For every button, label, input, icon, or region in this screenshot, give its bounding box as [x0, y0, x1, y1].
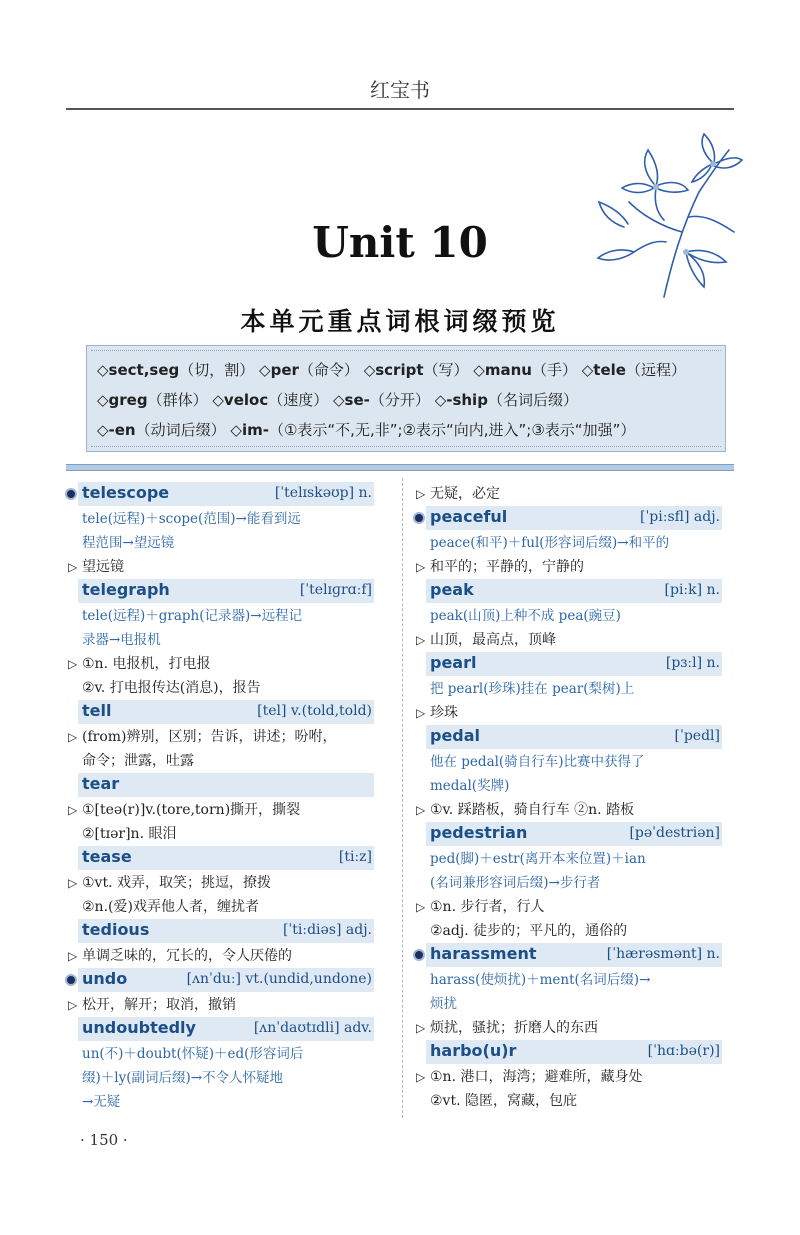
headword: pearl [430, 653, 477, 672]
meaning-line [68, 871, 374, 895]
meaning-line [416, 701, 722, 725]
meaning-text: ①vt. 戏弄，取笑；挑逗，撩拨 [82, 875, 271, 891]
entry-header [78, 919, 374, 943]
meaning-line [416, 628, 722, 652]
headword: undoubtedly [82, 1018, 196, 1037]
entry-header [78, 968, 374, 992]
meaning-line [68, 822, 374, 846]
star-bullet-icon [65, 974, 77, 986]
etymology-line: tele(远程)＋graph(记录器)→远程记 [82, 608, 303, 624]
triangle-right-icon: ▷ [68, 730, 78, 744]
entry-header [78, 846, 374, 870]
entry-header [426, 725, 722, 749]
headword: tear [82, 774, 120, 793]
meaning-text: ②n.(爱)戏弄他人者，缠扰者 [82, 899, 259, 915]
meaning-line [416, 1065, 722, 1089]
meaning-line [68, 895, 374, 919]
meaning-text: 单调乏味的，冗长的，令人厌倦的 [82, 948, 292, 964]
etymology-line: ped(脚)＋estr(离开本来位置)＋ian [430, 851, 646, 867]
entry-header [426, 943, 722, 967]
unit-subtitle: 本单元重点词根词缀预览 [240, 307, 560, 336]
entry-header [78, 1017, 374, 1041]
pronunciation: [ˈhɑːbə(r)] [647, 1043, 720, 1059]
meaning-text: ②adj. 徒步的；平凡的，通俗的 [430, 923, 628, 939]
pronunciation: [ˈhærəsmənt] n. [606, 946, 720, 962]
meaning-line [68, 993, 374, 1017]
meaning-text: (from)辨别，区别；告诉，讲述；吩咐， [82, 729, 337, 745]
etymology-line: (名词兼形容词后缀)→步行者 [430, 875, 601, 891]
meaning-line [416, 895, 722, 919]
meaning-text: ①n. 步行者，行人 [430, 899, 545, 915]
meaning-text: 珍珠 [430, 705, 458, 721]
etymology-line: harass(使烦扰)＋ment(名词后缀)→ [430, 972, 651, 988]
headword: peak [430, 580, 474, 599]
headword: tease [82, 847, 132, 866]
running-head: 红宝书 [370, 78, 430, 102]
meaning-line [68, 676, 374, 700]
meaning-line [416, 798, 722, 822]
preview-line-1 [97, 355, 715, 385]
preview-root: ◇se- [333, 391, 370, 409]
pronunciation: [ʌnˈdaʊtɪdli] adv. [253, 1020, 372, 1036]
right-column [416, 482, 722, 1113]
triangle-right-icon: ▷ [68, 560, 78, 574]
meaning-line [416, 1089, 722, 1113]
meaning-text: ①[teə(r)]v.(tore,torn)撕开，撕裂 [82, 802, 301, 818]
meaning-line [68, 652, 374, 676]
pronunciation: [pɜːl] n. [665, 655, 720, 671]
preview-gloss: （分开） [369, 391, 430, 409]
unit-title: Unit 10 [312, 218, 488, 267]
preview-line-3 [97, 415, 715, 445]
headword: telescope [82, 483, 170, 502]
preview-root: ◇sect,seg [97, 361, 180, 379]
meaning-line [416, 1016, 722, 1040]
preview-root: ◇veloc [212, 391, 269, 409]
preview-gloss: （命令） [298, 361, 359, 379]
preview-root: ◇-ship [434, 391, 488, 409]
triangle-right-icon: ▷ [416, 900, 426, 914]
pronunciation: [pəˈdestriən] [629, 825, 720, 841]
meaning-text: 望远镜 [82, 559, 124, 575]
preview-gloss: （远程） [625, 361, 686, 379]
etymology-line: 缀)＋ly(副词后缀)→不令人怀疑地 [82, 1070, 284, 1086]
preview-gloss: （手） [531, 361, 577, 379]
triangle-right-icon: ▷ [68, 657, 78, 671]
meaning-text: 和平的；平静的，宁静的 [430, 559, 584, 575]
star-bullet-icon [413, 949, 425, 961]
star-bullet-icon [413, 512, 425, 524]
headword: pedal [430, 726, 481, 745]
triangle-right-icon: ▷ [416, 803, 426, 817]
meaning-line [68, 944, 374, 968]
preview-gloss: （写） [423, 361, 469, 379]
meaning-text: ①v. 踩踏板，骑自行车 ②n. 踏板 [430, 802, 635, 818]
meaning-text: ①n. 港口，海湾；避难所，藏身处 [430, 1069, 643, 1085]
preview-root: ◇manu [473, 361, 532, 379]
root-affix-preview-box [86, 345, 726, 452]
star-bullet-icon [65, 488, 77, 500]
triangle-right-icon: ▷ [416, 487, 426, 501]
triangle-right-icon: ▷ [416, 560, 426, 574]
entry-header [78, 700, 374, 724]
etymology-line: 烦扰 [430, 996, 457, 1012]
headword: tell [82, 701, 112, 720]
meaning-line [68, 798, 374, 822]
page-number: · 150 · [80, 1131, 128, 1149]
triangle-right-icon: ▷ [416, 1070, 426, 1084]
orchid-flower-drawing [594, 132, 744, 302]
pronunciation: [ˈpiːsfl] adj. [639, 509, 720, 525]
etymology-line: 录器→电报机 [82, 632, 161, 648]
meaning-line [68, 555, 374, 579]
meaning-line [416, 555, 722, 579]
entry-header [78, 579, 374, 603]
triangle-right-icon: ▷ [68, 876, 78, 890]
triangle-right-icon: ▷ [416, 706, 426, 720]
meaning-line [68, 725, 374, 749]
pronunciation: [ˈtiːdiəs] adj. [282, 922, 372, 938]
preview-line-2 [97, 385, 715, 415]
entry-header [426, 506, 722, 530]
pronunciation: [ʌnˈduː] vt.(undid,undone) [186, 971, 372, 987]
headword: peaceful [430, 507, 508, 526]
entry-header [426, 1040, 722, 1064]
triangle-right-icon: ▷ [416, 1021, 426, 1035]
preview-gloss: （名词后缀） [487, 391, 578, 409]
header-rule [66, 108, 734, 110]
etymology-line: peak(山顶)上种不成 pea(豌豆) [430, 608, 621, 624]
preview-gloss: （群体） [147, 391, 208, 409]
preview-root: ◇tele [581, 361, 626, 379]
preview-gloss: （①表示“不,无,非”;②表示“向内,进入”;③表示“加强”） [268, 421, 636, 439]
preview-gloss: （速度） [268, 391, 329, 409]
etymology-line: un(不)＋doubt(怀疑)＋ed(形容词后 [82, 1046, 304, 1062]
preview-root: ◇im- [230, 421, 269, 439]
etymology-line: tele(远程)＋scope(范围)→能看到远 [82, 511, 301, 527]
meaning-line [416, 482, 722, 506]
preview-gloss: （动词后缀） [135, 421, 226, 439]
preview-root: ◇-en [97, 421, 136, 439]
etymology-line: →无疑 [82, 1094, 121, 1110]
pronunciation: [ˈtelɪɡrɑːf] [299, 582, 372, 598]
preview-root: ◇script [363, 361, 424, 379]
meaning-line [68, 749, 374, 773]
left-column [68, 482, 374, 1114]
meaning-text: ②[tɪər]n. 眼泪 [82, 826, 177, 842]
pronunciation: [tiːz] [338, 849, 372, 865]
entry-header [78, 482, 374, 506]
pronunciation: [ˈtelɪskəʊp] n. [274, 485, 372, 501]
pronunciation: [tel] v.(told,told) [257, 703, 372, 719]
etymology-line: peace(和平)＋ful(形容词后缀)→和平的 [430, 535, 670, 551]
meaning-text: 山顶，最高点，顶峰 [430, 632, 556, 648]
meaning-text: 无疑，必定 [430, 486, 500, 502]
meaning-text: 烦扰，骚扰；折磨人的东西 [430, 1020, 598, 1036]
headword: harassment [430, 944, 537, 963]
meaning-text: ②vt. 隐匿，窝藏，包庇 [430, 1093, 577, 1109]
column-divider [402, 478, 403, 1118]
meaning-line [416, 919, 722, 943]
triangle-right-icon: ▷ [416, 633, 426, 647]
triangle-right-icon: ▷ [68, 998, 78, 1012]
headword: undo [82, 969, 128, 988]
etymology-line: 程范围→望远镜 [82, 535, 175, 551]
entry-header [426, 822, 722, 846]
headword: pedestrian [430, 823, 528, 842]
headword: harbo(u)r [430, 1041, 517, 1060]
triangle-right-icon: ▷ [68, 803, 78, 817]
headword: telegraph [82, 580, 170, 599]
etymology-line: 他在 pedal(骑自行车)比赛中获得了 [430, 754, 645, 770]
preview-root: ◇per [259, 361, 299, 379]
entry-header [78, 773, 374, 797]
section-band [66, 464, 734, 471]
entry-header [426, 579, 722, 603]
etymology-line: 把 pearl(珍珠)挂在 pear(梨树)上 [430, 681, 635, 697]
meaning-text: 松开，解开；取消，撤销 [82, 997, 236, 1013]
pronunciation: [piːk] n. [664, 582, 720, 598]
preview-root: ◇greg [97, 391, 148, 409]
etymology-line: medal(奖牌) [430, 778, 510, 794]
headword: tedious [82, 920, 150, 939]
meaning-text: ①n. 电报机，打电报 [82, 656, 211, 672]
entry-header [426, 652, 722, 676]
preview-gloss: （切，割） [179, 361, 255, 379]
meaning-text: ②v. 打电报传达(消息)，报告 [82, 680, 261, 696]
meaning-text: 命令；泄露，吐露 [82, 753, 194, 769]
pronunciation: [ˈpedl] [674, 728, 720, 744]
triangle-right-icon: ▷ [68, 949, 78, 963]
